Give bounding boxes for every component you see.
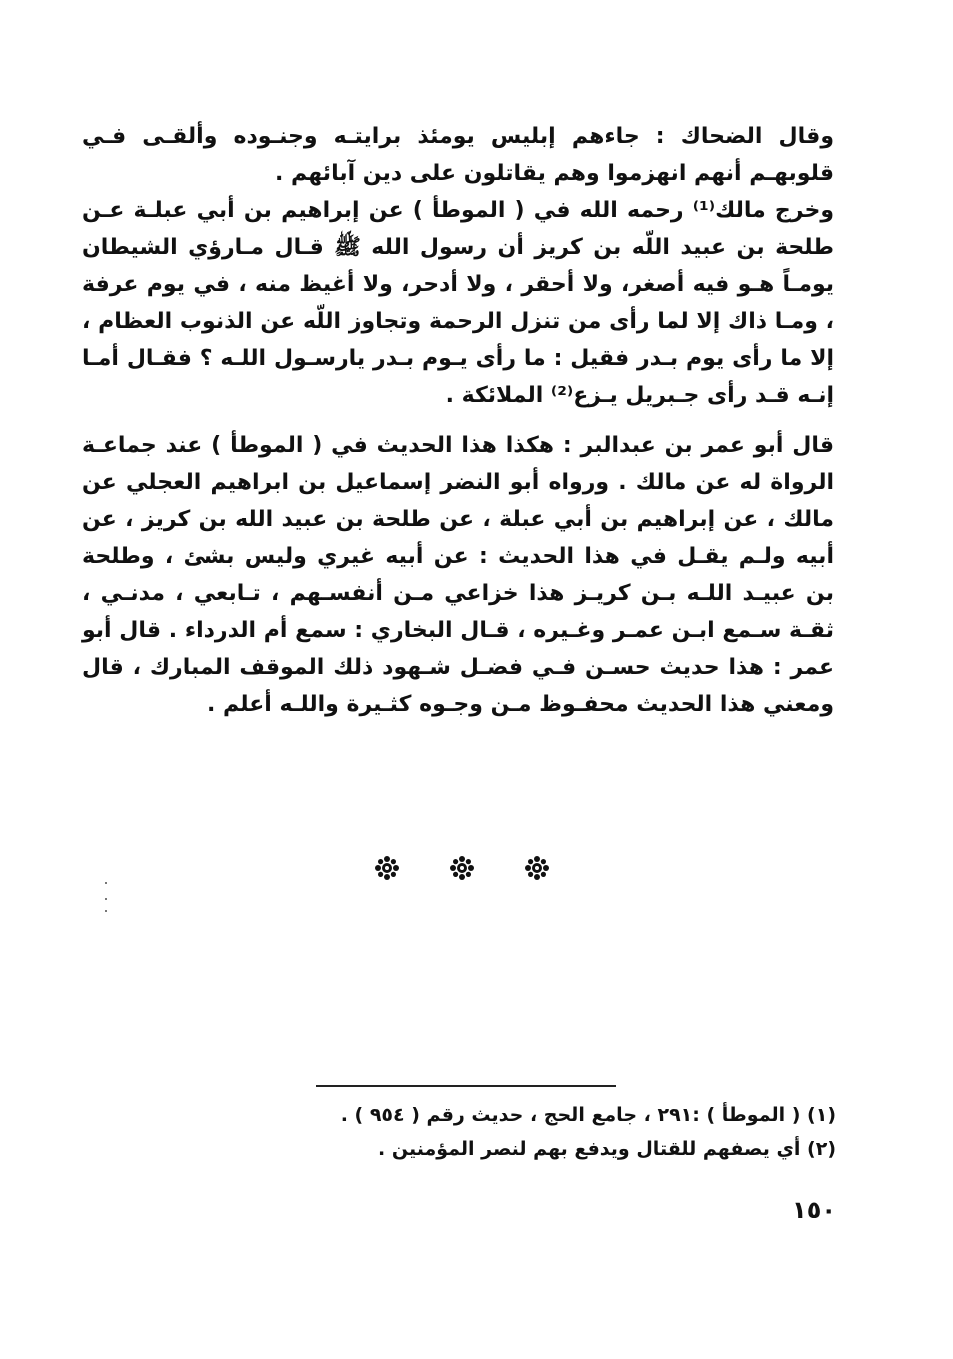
footnote-separator-rule: [316, 1085, 616, 1087]
main-text-block-2: [82, 427, 834, 723]
scan-speck: [105, 910, 107, 912]
rosette-ornament-icon: [524, 855, 550, 881]
page-number: ١٥٠: [792, 1196, 836, 1224]
scan-speck: [105, 882, 107, 884]
scan-specks: [104, 880, 108, 920]
paragraph-dahhak: وقال الضحاك : جاءهم إبليس يومئذ برايتـه وجنـوده وألقـى فـي قلوبهـم أنهم انهزموا وهم يقاتلون على دين آبائهم .: [82, 124, 834, 186]
section-divider-ornaments: [360, 855, 560, 887]
rosette-ornament-icon: [374, 855, 400, 881]
scan-speck: [105, 898, 107, 900]
footnote-1: (١) ( الموطأ ) :٢٩١ ، جامع الحج ، حديث رقم ( ٩٥٤ ) .: [340, 1104, 836, 1126]
footnote-2: (٢) أي يصفهم للقتال ويدفع بهم لنصر المؤمنين .: [378, 1138, 836, 1160]
paragraph-malik-hadith: وخرج مالك⁽¹⁾ رحمه الله في ( الموطأ ) عن إبراهيم بن أبي عبلـة عـن طلحة بن عبيد اللّه بن كريز أن رسول الله ﷺ قـال مـارؤي الشيطان يومـاً هـو فيه أصغر، ولا أحقر ، ولا أدحر، ولا أغيظ منه ، في يوم عرفة ، ومـا ذاك إلا لما رأى من تنزل الرحمة وتجاوز اللّه عن الذنوب العظام ، إلا ما رأى يوم بـدر فقيل : ما رأى يـوم بـدر يارسـول اللـه ؟ فقـال أمـا إنـه قـد رأى جـبريل يـزع⁽²⁾ الملائكة .: [82, 198, 834, 408]
main-text-block-1: [82, 118, 834, 414]
rosette-ornament-icon: [449, 855, 475, 881]
paragraph-ibn-abdulbarr: قال أبو عمر بن عبدالبر : هكذا هذا الحديث في ( الموطأ ) عند جماعـة الرواة له عن مالك . ورواه أبو النضر إسماعيل بن ابراهيم العجلي عن مالك ، عن إبراهيم بن أبي عبلة ، عن طلحة بن عبيد الله بن كريز ، عن أبيه ولـم يقـل في هذا الحديث : عن أبيه غيري وليس بشئ ، وطلحة بن عبيـد اللـه بـن كريـز هذا خزاعي مـن أنفسـهم ، تـابعي ، مدنـي ، ثقـة سـمع ابـن عمـر وغـيره ، قـال البخاري : سمع أم الدرداء . قال أبو عمر : هذا حديث حسـن فـي فضـل شـهود ذلك الموقف المبارك ، قال ومعني هذا الحديث محفـوظ مـن وجـوه كثـيرة واللـه أعلم .: [82, 433, 834, 717]
footnotes: [300, 1098, 836, 1166]
